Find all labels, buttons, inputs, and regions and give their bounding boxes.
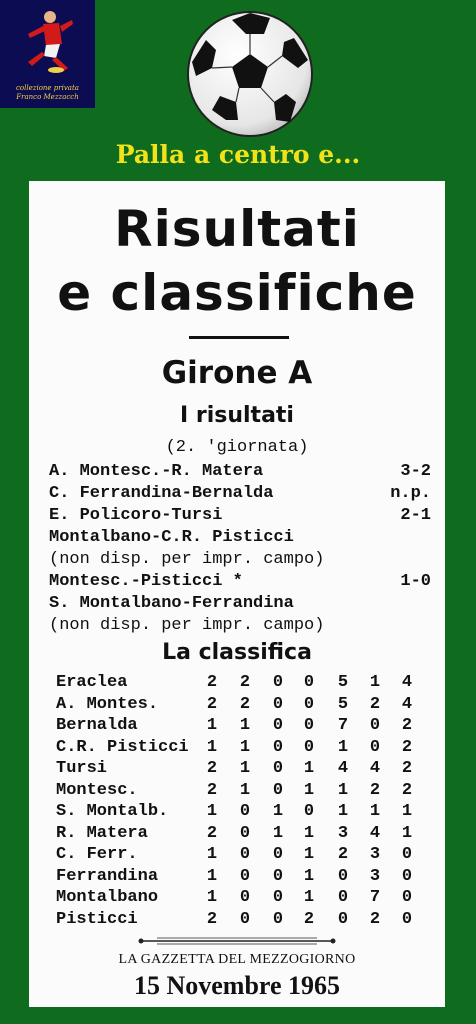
result-row bbox=[49, 572, 431, 594]
result-match: S. Montalbano-Ferrandina bbox=[49, 594, 294, 613]
standings-row bbox=[56, 802, 426, 823]
standings-row bbox=[56, 824, 426, 845]
standings-value: 1 bbox=[303, 888, 315, 907]
result-row bbox=[49, 462, 431, 484]
result-score: n.p. bbox=[390, 484, 431, 503]
result-row bbox=[49, 484, 431, 506]
standings-value: 3 bbox=[337, 823, 349, 843]
standings-value: 1 bbox=[272, 802, 284, 821]
standings-value: 2 bbox=[239, 694, 251, 714]
standings-value: 0 bbox=[239, 888, 251, 907]
standings-value: 0 bbox=[239, 845, 251, 864]
standings-value: 1 bbox=[369, 673, 381, 692]
standings-value: 1 bbox=[206, 888, 218, 907]
result-match: E. Policoro-Tursi bbox=[49, 506, 223, 525]
standings-value: 0 bbox=[272, 909, 284, 929]
standings-value: 4 bbox=[369, 823, 381, 843]
team-name: R. Matera bbox=[56, 823, 148, 843]
standings-value: 1 bbox=[303, 845, 315, 864]
standings-value: 2 bbox=[401, 737, 413, 757]
standings-title: La classifica bbox=[162, 640, 312, 665]
standings-row bbox=[56, 695, 426, 716]
standings-value: 1 bbox=[272, 823, 284, 843]
footballer-logo-icon bbox=[16, 8, 76, 74]
standings-value: 5 bbox=[337, 673, 349, 692]
standings-value: 0 bbox=[401, 866, 413, 886]
standings-value: 0 bbox=[272, 845, 284, 864]
standings-value: 2 bbox=[401, 759, 413, 778]
team-name: Bernalda bbox=[56, 716, 138, 735]
standings-value: 1 bbox=[337, 780, 349, 800]
ornament-divider bbox=[137, 935, 337, 947]
group-title: Girone A bbox=[161, 355, 313, 391]
standings-value: 0 bbox=[303, 673, 315, 692]
standings-value: 0 bbox=[369, 737, 381, 757]
standings-value: 1 bbox=[206, 845, 218, 864]
standings-value: 1 bbox=[239, 716, 251, 735]
standings-value: 0 bbox=[239, 802, 251, 821]
standings-value: 0 bbox=[239, 909, 251, 929]
headline-line2: e classifiche bbox=[57, 264, 417, 322]
standings-row bbox=[56, 781, 426, 802]
standings-value: 1 bbox=[401, 802, 413, 821]
standings-value: 0 bbox=[272, 759, 284, 778]
standings-value: 1 bbox=[337, 802, 349, 821]
result-match: A. Montesc.-R. Matera bbox=[49, 462, 264, 481]
standings-value: 0 bbox=[272, 673, 284, 692]
standings-value: 0 bbox=[303, 737, 315, 757]
standings-value: 0 bbox=[272, 888, 284, 907]
team-name: Pisticci bbox=[56, 909, 138, 929]
standings-value: 0 bbox=[401, 845, 413, 864]
team-name: Tursi bbox=[56, 759, 108, 778]
standings-value: 0 bbox=[272, 694, 284, 714]
standings-value: 1 bbox=[303, 780, 315, 800]
standings-value: 1 bbox=[303, 823, 315, 843]
standings-value: 7 bbox=[369, 888, 381, 907]
standings-value: 0 bbox=[303, 694, 315, 714]
team-name: C. Ferr. bbox=[56, 845, 138, 864]
standings-value: 4 bbox=[337, 759, 349, 778]
standings-value: 0 bbox=[337, 909, 349, 929]
result-match: Montesc.-Pisticci * bbox=[49, 572, 243, 591]
result-score: 2-1 bbox=[400, 506, 431, 525]
logo-caption-line1: collezione privata bbox=[16, 84, 79, 92]
soccer-ball-icon bbox=[186, 10, 314, 138]
newspaper-clipping bbox=[29, 181, 445, 1007]
standings-value: 1 bbox=[239, 737, 251, 757]
standings-value: 0 bbox=[303, 802, 315, 821]
team-name: Montesc. bbox=[56, 780, 138, 800]
result-row bbox=[49, 594, 431, 616]
result-score: 1-0 bbox=[400, 572, 431, 591]
standings-value: 1 bbox=[369, 802, 381, 821]
standings-value: 0 bbox=[401, 888, 413, 907]
standings-value: 2 bbox=[239, 673, 251, 692]
round-label: (2. 'giornata) bbox=[165, 438, 309, 457]
standings-value: 4 bbox=[401, 694, 413, 714]
standings-value: 1 bbox=[239, 759, 251, 778]
collection-logo bbox=[0, 0, 95, 108]
standings-value: 2 bbox=[206, 823, 218, 843]
standings-value: 2 bbox=[369, 780, 381, 800]
result-match: C. Ferrandina-Bernalda bbox=[49, 484, 274, 503]
standings-value: 0 bbox=[272, 866, 284, 886]
standings-value: 3 bbox=[369, 866, 381, 886]
standings-value: 0 bbox=[239, 823, 251, 843]
standings-value: 1 bbox=[206, 737, 218, 757]
standings-value: 0 bbox=[303, 716, 315, 735]
standings-value: 2 bbox=[337, 845, 349, 864]
standings-row bbox=[56, 673, 426, 694]
result-score: 3-2 bbox=[400, 462, 431, 481]
headline-line1: Risultati bbox=[114, 200, 360, 258]
standings-value: 2 bbox=[401, 780, 413, 800]
standings-row bbox=[56, 867, 426, 888]
standings-row bbox=[56, 738, 426, 759]
standings-value: 1 bbox=[303, 866, 315, 886]
standings-value: 1 bbox=[303, 759, 315, 778]
standings-value: 1 bbox=[401, 823, 413, 843]
postponed-note: (non disp. per impr. campo) bbox=[49, 550, 325, 569]
standings-value: 5 bbox=[337, 694, 349, 714]
standings-value: 7 bbox=[337, 716, 349, 735]
team-name: S. Montalb. bbox=[56, 802, 169, 821]
standings-value: 2 bbox=[206, 780, 218, 800]
standings-row bbox=[56, 910, 426, 931]
standings-value: 0 bbox=[369, 716, 381, 735]
standings-value: 1 bbox=[206, 716, 218, 735]
postponed-note: (non disp. per impr. campo) bbox=[49, 616, 325, 635]
standings-row bbox=[56, 716, 426, 737]
result-match: Montalbano-C.R. Pisticci bbox=[49, 528, 294, 547]
result-row bbox=[49, 528, 431, 550]
standings-value: 1 bbox=[337, 737, 349, 757]
standings-value: 0 bbox=[272, 737, 284, 757]
result-row bbox=[49, 506, 431, 528]
standings-value: 3 bbox=[369, 845, 381, 864]
headline-divider bbox=[189, 336, 289, 339]
standings-value: 4 bbox=[401, 673, 413, 692]
newspaper-name: LA GAZZETTA DEL MEZZOGIORNO bbox=[118, 952, 356, 967]
standings-value: 0 bbox=[337, 866, 349, 886]
team-name: Eraclea bbox=[56, 673, 128, 692]
standings-value: 0 bbox=[337, 888, 349, 907]
standings-value: 0 bbox=[272, 716, 284, 735]
standings-value: 4 bbox=[369, 759, 381, 778]
team-name: C.R. Pisticci bbox=[56, 737, 189, 757]
standings-value: 2 bbox=[369, 694, 381, 714]
standings-row bbox=[56, 845, 426, 866]
standings-value: 0 bbox=[401, 909, 413, 929]
standings-value: 2 bbox=[206, 759, 218, 778]
standings-value: 2 bbox=[206, 694, 218, 714]
standings-value: 0 bbox=[272, 780, 284, 800]
standings-row bbox=[56, 888, 426, 909]
standings-row bbox=[56, 759, 426, 780]
team-name: Montalbano bbox=[56, 888, 159, 907]
standings-value: 1 bbox=[206, 802, 218, 821]
logo-caption-line2: Franco Mezzacch bbox=[16, 93, 79, 101]
standings-value: 1 bbox=[239, 780, 251, 800]
standings-value: 1 bbox=[206, 866, 218, 886]
standings-value: 2 bbox=[206, 909, 218, 929]
standings-value: 0 bbox=[239, 866, 251, 886]
publication-date: 15 Novembre 1965 bbox=[133, 971, 341, 1000]
team-name: Ferrandina bbox=[56, 866, 159, 886]
standings-value: 2 bbox=[206, 673, 218, 692]
results-title: I risultati bbox=[180, 403, 294, 428]
standings-value: 2 bbox=[303, 909, 315, 929]
team-name: A. Montes. bbox=[56, 694, 159, 714]
standings-value: 2 bbox=[401, 716, 413, 735]
tagline: Palla a centro e... bbox=[115, 140, 361, 169]
standings-value: 2 bbox=[369, 909, 381, 929]
